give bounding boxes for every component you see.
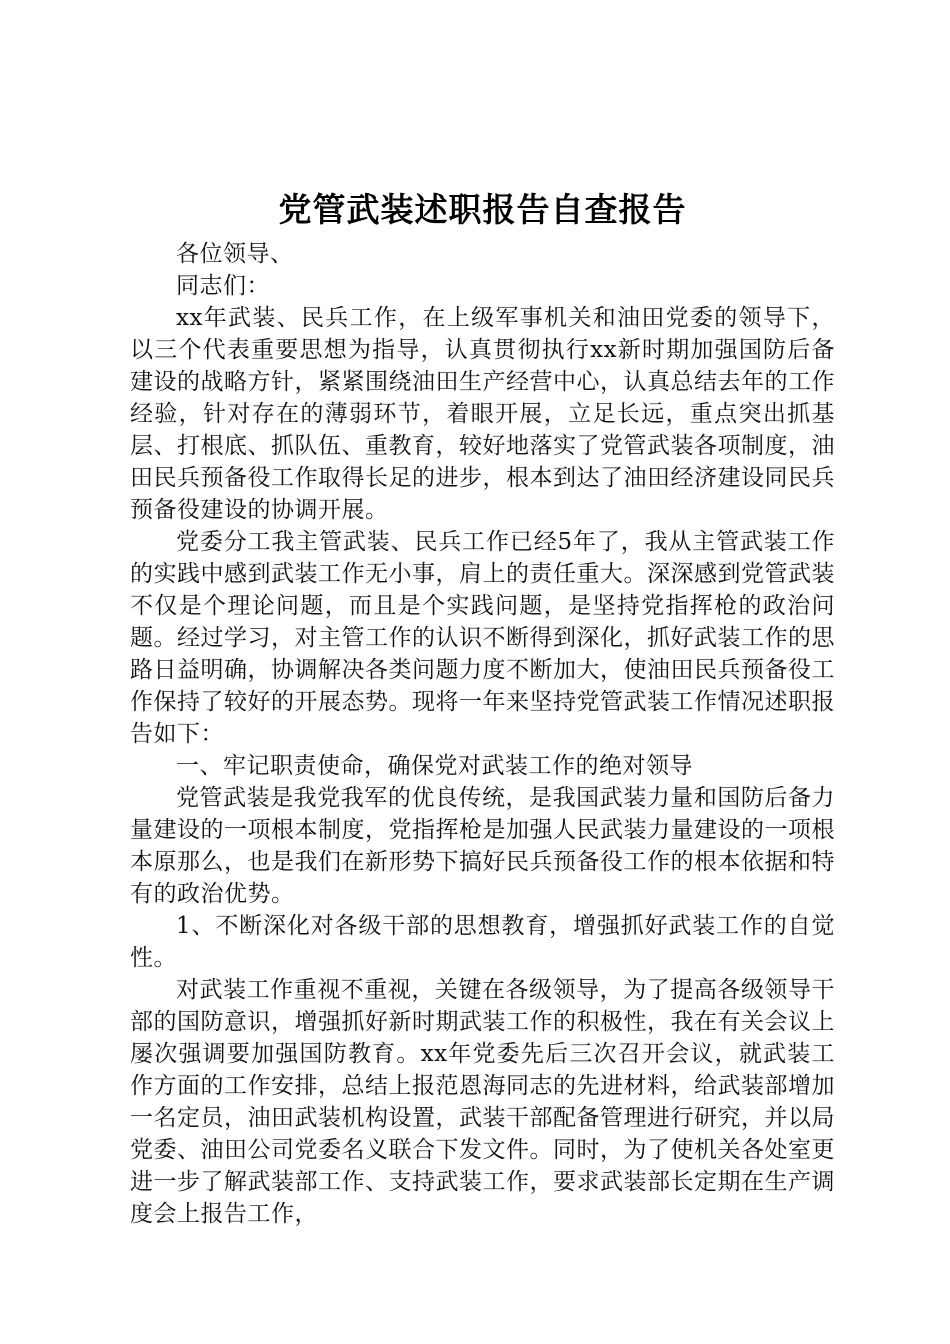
section-heading: 一、牢记职责使命，确保党对武装工作的绝对领导: [176, 753, 693, 779]
body-paragraph: 党管武装是我党我军的优良传统，是我国武装力量和国防后备力量建设的一项根本制度，党指挥枪是加强人民武装力量建设的一项根本原那么，也是我们在新形势下搞好民兵预备役工作的根本依据和特有的政治优势。: [130, 785, 835, 907]
body-paragraph: 对武装工作重视不重视，关键在各级领导，为了提高各级领导干部的国防意识，增强抓好新时期武装工作的积极性，我在有关会议上屡次强调要加强国防教育。xx年党委先后三次召开会议，就武装工作方面的工作安排，总结上报范恩海同志的先进材料，给武装部增加一名定员，油田武装机构设置，武装干部配备管理进行研究，并以局党委、油田公司党委名义联合下发文件。同时，为了使机关各处室更进一步了解武装部工作、支持武装工作，要求武装部长定期在生产调度会上报告工作，: [130, 977, 835, 1227]
body-paragraph: 党委分工我主管武装、民兵工作已经5年了，我从主管武装工作的实践中感到武装工作无小事，肩上的责任重大。深深感到党管武装不仅是个理论问题，而且是个实践问题，是坚持党指挥枪的政治问题。经过学习，对主管工作的认识不断得到深化，抓好武装工作的思路日益明确，协调解决各类问题力度不断加大，使油田民兵预备役工作保持了较好的开展态势。现将一年来坚持党管武装工作情况述职报告如下：: [130, 529, 835, 747]
salutation-leaders: 各位领导、: [176, 241, 294, 267]
document-title: 党管武装述职报告自查报告: [278, 190, 687, 229]
subsection-heading: 1、不断深化对各级干部的思想教育，增强抓好武装工作的自觉性。: [130, 913, 835, 971]
body-paragraph: xx年武装、民兵工作，在上级军事机关和油田党委的领导下，以三个代表重要思想为指导，认真贯彻执行xx新时期加强国防后备建设的战略方针，紧紧围绕油田生产经营中心，认真总结去年的工作经验，针对存在的薄弱环节，着眼开展，立足长远，重点突出抓基层、打根底、抓队伍、重教育，较好地落实了党管武装各项制度，油田民兵预备役工作取得长足的进步，根本到达了油田经济建设同民兵预备役建设的协调开展。: [130, 305, 835, 523]
document-page: [130, 188, 835, 1230]
salutation-comrades: 同志们：: [176, 273, 270, 299]
